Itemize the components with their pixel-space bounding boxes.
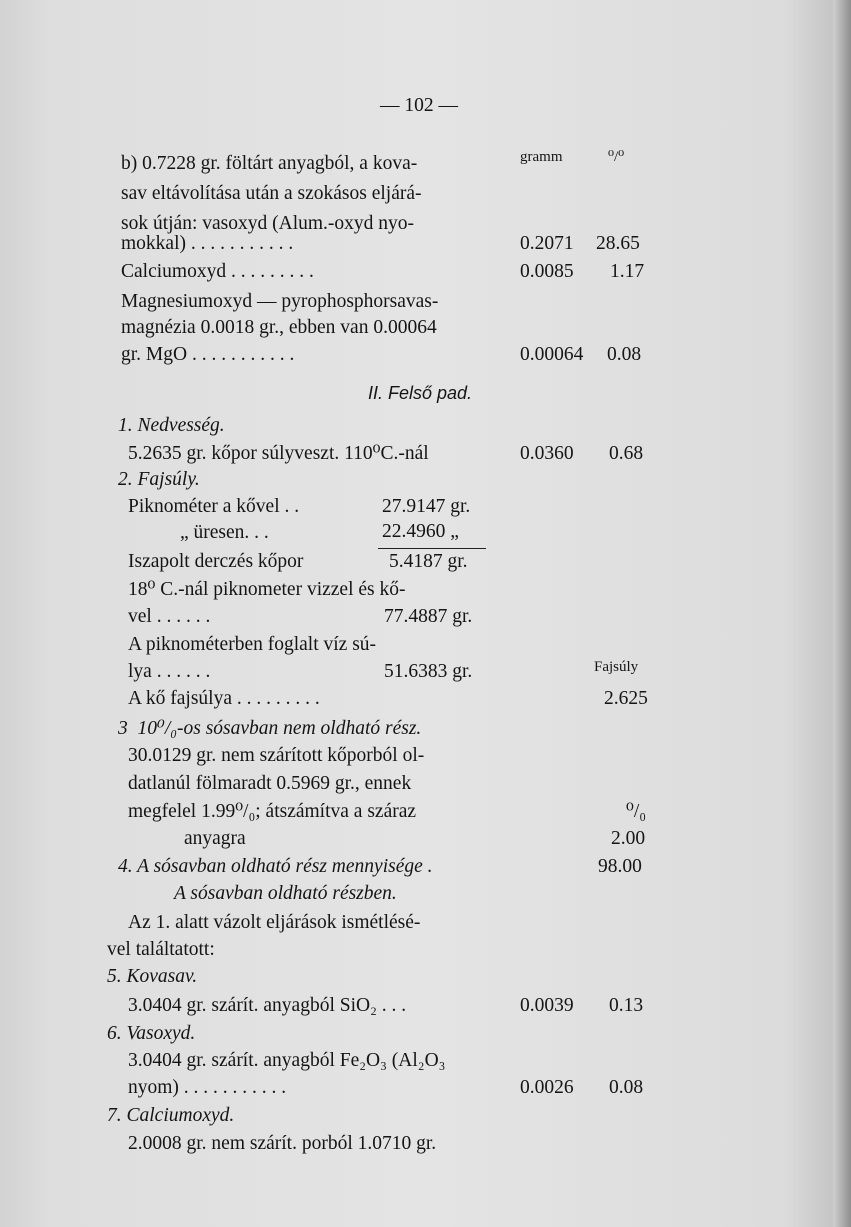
section-heading: II. Felső pad.	[368, 383, 473, 403]
text-line: nyom) . . . . . . . . . . .	[128, 1077, 287, 1098]
column-label-fajsuly: Fajsúly	[594, 659, 639, 675]
measurement-value: 5.4187 gr.	[389, 551, 468, 572]
text-line: „ üresen. . .	[180, 522, 269, 543]
page-edge-shadow	[833, 0, 851, 1227]
value-percent: 0.08	[607, 344, 642, 365]
column-unit-gramm: gramm	[520, 149, 563, 165]
page-number: — 102 —	[380, 95, 458, 116]
text-line: sok útján: vasoxyd (Alum.-oxyd nyo-	[121, 213, 415, 234]
percent-unit: ⁰/₀	[626, 801, 647, 822]
subsection-title: 3 10⁰/₀-os sósavban nem oldható rész.	[118, 718, 422, 739]
subsection-title: 1. Nedvesség.	[118, 415, 225, 436]
text-line: mokkal) . . . . . . . . . . .	[121, 233, 294, 254]
text-line: 30.0129 gr. nem szárított kőporból ol-	[128, 745, 425, 766]
text-line: Piknométer a kővel . .	[128, 496, 300, 517]
column-unit-percent: ⁰/⁰	[608, 149, 625, 165]
subsection-title: 7. Calciumoxyd.	[107, 1105, 235, 1126]
value-percent: 98.00	[598, 856, 642, 877]
value-percent: 0.13	[609, 995, 644, 1016]
text-line: datlanúl fölmaradt 0.5969 gr., ennek	[128, 773, 412, 794]
text-line: Iszapolt derczés kőpor	[128, 551, 304, 572]
value-gramm: 0.00064	[520, 344, 584, 365]
text-line: 18⁰ C.-nál piknometer vizzel és kő-	[128, 579, 406, 600]
value-gramm: 0.0039	[520, 995, 574, 1016]
section-subtitle: A sósavban oldható részben.	[174, 883, 397, 904]
text-line: 2.0008 gr. nem szárít. porból 1.0710 gr.	[128, 1133, 437, 1154]
text-line: Calciumoxyd . . . . . . . . .	[121, 261, 314, 282]
measurement-value: 22.4960 „	[382, 521, 459, 542]
text-line: 3.0404 gr. szárít. anyagból SiO₂ . . .	[128, 995, 407, 1016]
subsection-title: 6. Vasoxyd.	[107, 1023, 196, 1044]
value-gramm: 0.0026	[520, 1077, 574, 1098]
text-line: vel . . . . . .	[128, 606, 211, 627]
measurement-value: 77.4887 gr.	[384, 606, 473, 627]
text-line: vel találtatott:	[107, 939, 215, 960]
text-line: megfelel 1.99⁰/₀; átszámítva a száraz	[128, 801, 417, 822]
value-gramm: 0.2071	[520, 233, 574, 254]
subsection-title: 5. Kovasav.	[107, 966, 198, 987]
subsection-title: 4. A sósavban oldható rész mennyisége .	[118, 856, 433, 877]
value-percent: 28.65	[596, 233, 640, 254]
value-percent: 2.00	[611, 828, 646, 849]
text-line: b) 0.7228 gr. föltárt anyagból, a kova-	[121, 153, 418, 174]
measurement-value: 27.9147 gr.	[382, 496, 471, 517]
value-percent: 1.17	[610, 261, 645, 282]
text-line: A piknométerben foglalt víz sú-	[128, 634, 377, 655]
value-percent: 0.08	[609, 1077, 644, 1098]
value-gramm: 0.0085	[520, 261, 574, 282]
text-line: magnézia 0.0018 gr., ebben van 0.00064	[121, 317, 437, 338]
subtraction-rule	[378, 548, 486, 549]
text-line: 3.0404 gr. szárít. anyagból Fe₂O₃ (Al₂O₃	[128, 1050, 446, 1071]
value-percent: 0.68	[609, 443, 644, 464]
text-line: 5.2635 gr. kőpor súlyveszt. 110⁰C.-nál	[128, 443, 429, 464]
value-fajsuly: 2.625	[604, 688, 648, 709]
text-line: gr. MgO . . . . . . . . . . .	[121, 344, 295, 365]
value-gramm: 0.0360	[520, 443, 574, 464]
text-line: A kő fajsúlya . . . . . . . . .	[128, 688, 320, 709]
text-line: sav eltávolítása után a szokásos eljárá-	[121, 183, 422, 204]
text-line: anyagra	[184, 828, 246, 849]
subsection-title: 2. Fajsúly.	[118, 469, 200, 490]
text-line: Magnesiumoxyd — pyrophosphorsavas-	[121, 291, 439, 312]
text-line: Az 1. alatt vázolt eljárások ismétlésé-	[128, 912, 421, 933]
measurement-value: 51.6383 gr.	[384, 661, 473, 682]
text-line: lya . . . . . .	[128, 661, 211, 682]
